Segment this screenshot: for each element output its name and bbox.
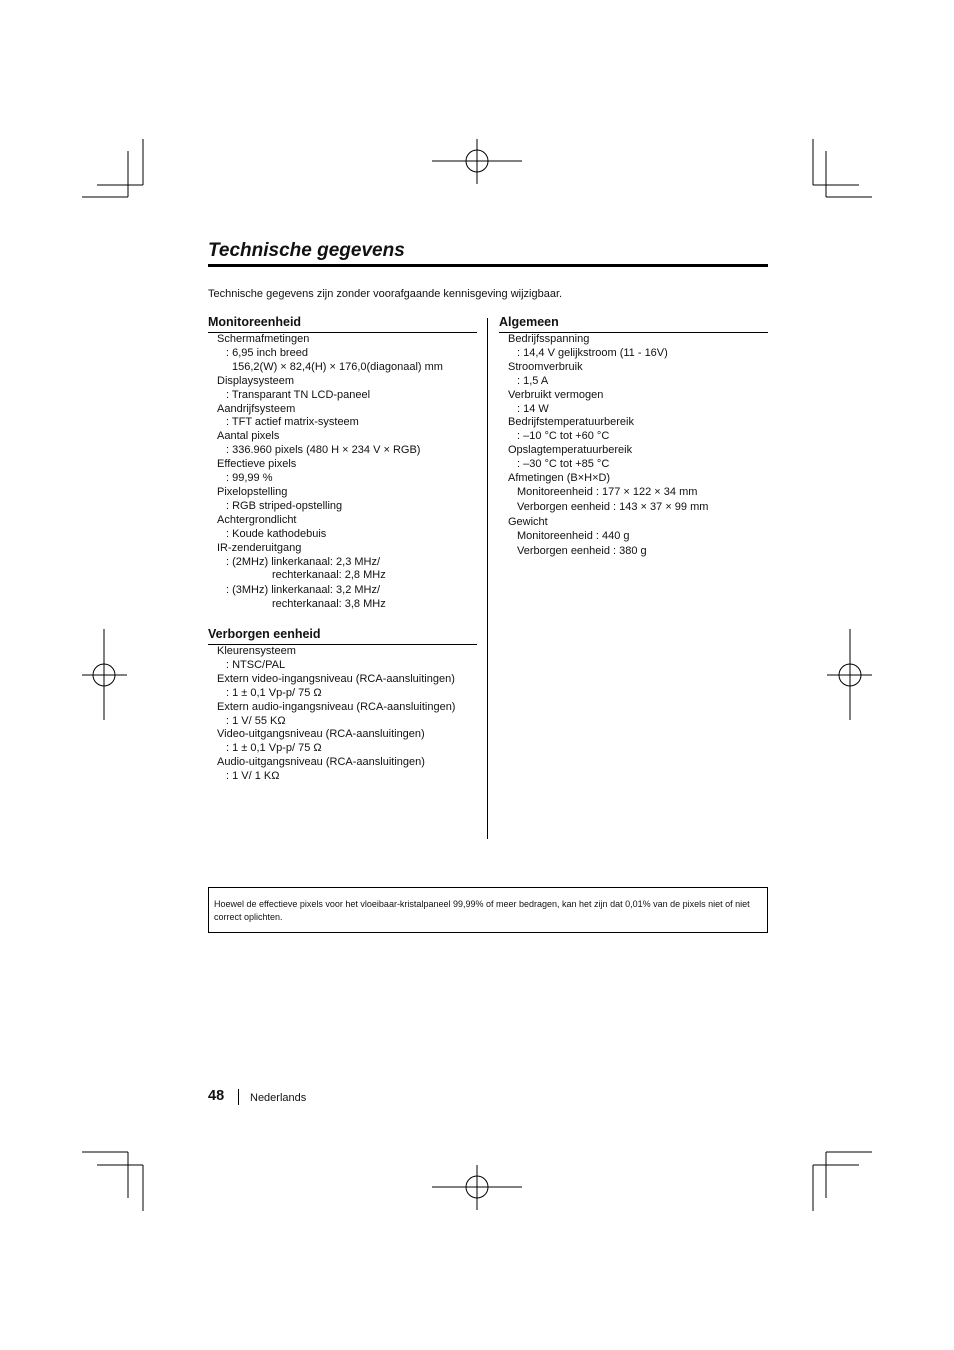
spec-label: Bedrijfstemperatuurbereik <box>508 416 634 429</box>
spec-value: : 1 V/ 1 KΩ <box>226 770 280 783</box>
spec-value: Verborgen eenheid : 143 × 37 × 99 mm <box>517 500 709 513</box>
spec-label: Stroomverbruik <box>508 360 583 373</box>
spec-value: 156,2(W) × 82,4(H) × 176,0(diagonaal) mm <box>232 360 443 373</box>
monitor-specs <box>208 333 477 612</box>
spec-value: Monitoreenheid : 440 g <box>517 529 630 542</box>
spec-value: : TFT actief matrix-systeem <box>226 416 359 429</box>
spec-value: : 1 ± 0,1 Vp-p/ 75 Ω <box>226 742 322 755</box>
spec-label: Video-uitgangsniveau (RCA-aansluitingen) <box>217 728 425 741</box>
spec-value: : 1 ± 0,1 Vp-p/ 75 Ω <box>226 686 322 699</box>
general-specs <box>499 333 768 559</box>
spec-value: : 6,95 inch breed <box>226 346 308 359</box>
spec-value: : 14,4 V gelijkstroom (11 - 16V) <box>517 346 668 359</box>
monitor-section <box>208 315 477 612</box>
spec-label: Gewicht <box>508 515 548 528</box>
spec-value: : (3MHz) linkerkanaal: 3,2 MHz/ <box>226 584 381 597</box>
column-divider <box>487 318 488 839</box>
page-title: Technische gegevens <box>208 240 405 261</box>
note-box <box>208 887 768 933</box>
footer-separator <box>238 1089 239 1105</box>
spec-value: Monitoreenheid : 177 × 122 × 34 mm <box>517 485 698 498</box>
spec-value: : 14 W <box>517 402 549 415</box>
spec-value: : (2MHz) linkerkanaal: 2,3 MHz/ <box>226 555 381 568</box>
footer-language: Nederlands <box>250 1092 307 1104</box>
spec-label: Aandrijfsysteem <box>217 402 296 415</box>
spec-label: Kleurensysteem <box>217 645 296 657</box>
spec-value: : 1,5 A <box>517 374 549 387</box>
spec-value: rechterkanaal: 3,8 MHz <box>272 598 386 611</box>
spec-label: Aantal pixels <box>217 430 280 443</box>
monitor-heading: Monitoreenheid <box>208 315 477 333</box>
spec-value: : –30 °C tot +85 °C <box>517 458 610 471</box>
general-section <box>499 315 768 559</box>
spec-label: Opslagtemperatuurbereik <box>508 444 633 457</box>
spec-label: Extern video-ingangsniveau (RCA-aansluitingen) <box>217 672 455 685</box>
spec-value: Verborgen eenheid : 380 g <box>517 544 647 557</box>
spec-label: Bedrijfsspanning <box>508 333 590 345</box>
spec-label: Audio-uitgangsniveau (RCA-aansluitingen) <box>217 756 425 769</box>
spec-value: : Koude kathodebuis <box>226 527 327 540</box>
spec-label: Effectieve pixels <box>217 458 297 471</box>
spec-value: : –10 °C tot +60 °C <box>517 430 610 443</box>
spec-value: : RGB striped-opstelling <box>226 499 343 512</box>
note-text: Hoewel de effectieve pixels voor het vloeibaar-kristalpaneel 99,99% of meer bedragen, kan het zijn dat 0,01% van de pixels niet of niet correct oplichten. <box>214 899 750 922</box>
spec-label: Pixelopstelling <box>217 485 288 498</box>
spec-value: : Transparant TN LCD-paneel <box>226 388 371 401</box>
spec-label: Displaysysteem <box>217 374 295 387</box>
spec-value: rechterkanaal: 2,8 MHz <box>272 569 386 582</box>
spec-label: Schermafmetingen <box>217 333 310 345</box>
general-heading: Algemeen <box>499 315 768 333</box>
spec-label: Extern audio-ingangsniveau (RCA-aansluitingen) <box>217 700 456 713</box>
spec-value: : NTSC/PAL <box>226 658 286 671</box>
spec-value: : 336.960 pixels (480 H × 234 V × RGB) <box>226 444 421 457</box>
spec-label: Afmetingen (B×H×D) <box>508 472 611 485</box>
spec-value: : 99,99 % <box>226 472 273 485</box>
spec-label: IR-zenderuitgang <box>217 541 302 554</box>
spec-value: : 1 V/ 55 KΩ <box>226 714 286 727</box>
hidden-unit-heading: Verborgen eenheid <box>208 627 477 645</box>
intro-text: Technische gegevens zijn zonder voorafgaande kennisgeving wijzigbaar. <box>208 288 563 300</box>
title-rule <box>208 264 768 267</box>
page-number: 48 <box>208 1088 225 1104</box>
spec-label: Achtergrondlicht <box>217 513 297 526</box>
hidden-unit-specs <box>208 645 477 784</box>
hidden-unit-section <box>208 627 477 784</box>
spec-label: Verbruikt vermogen <box>508 388 604 401</box>
